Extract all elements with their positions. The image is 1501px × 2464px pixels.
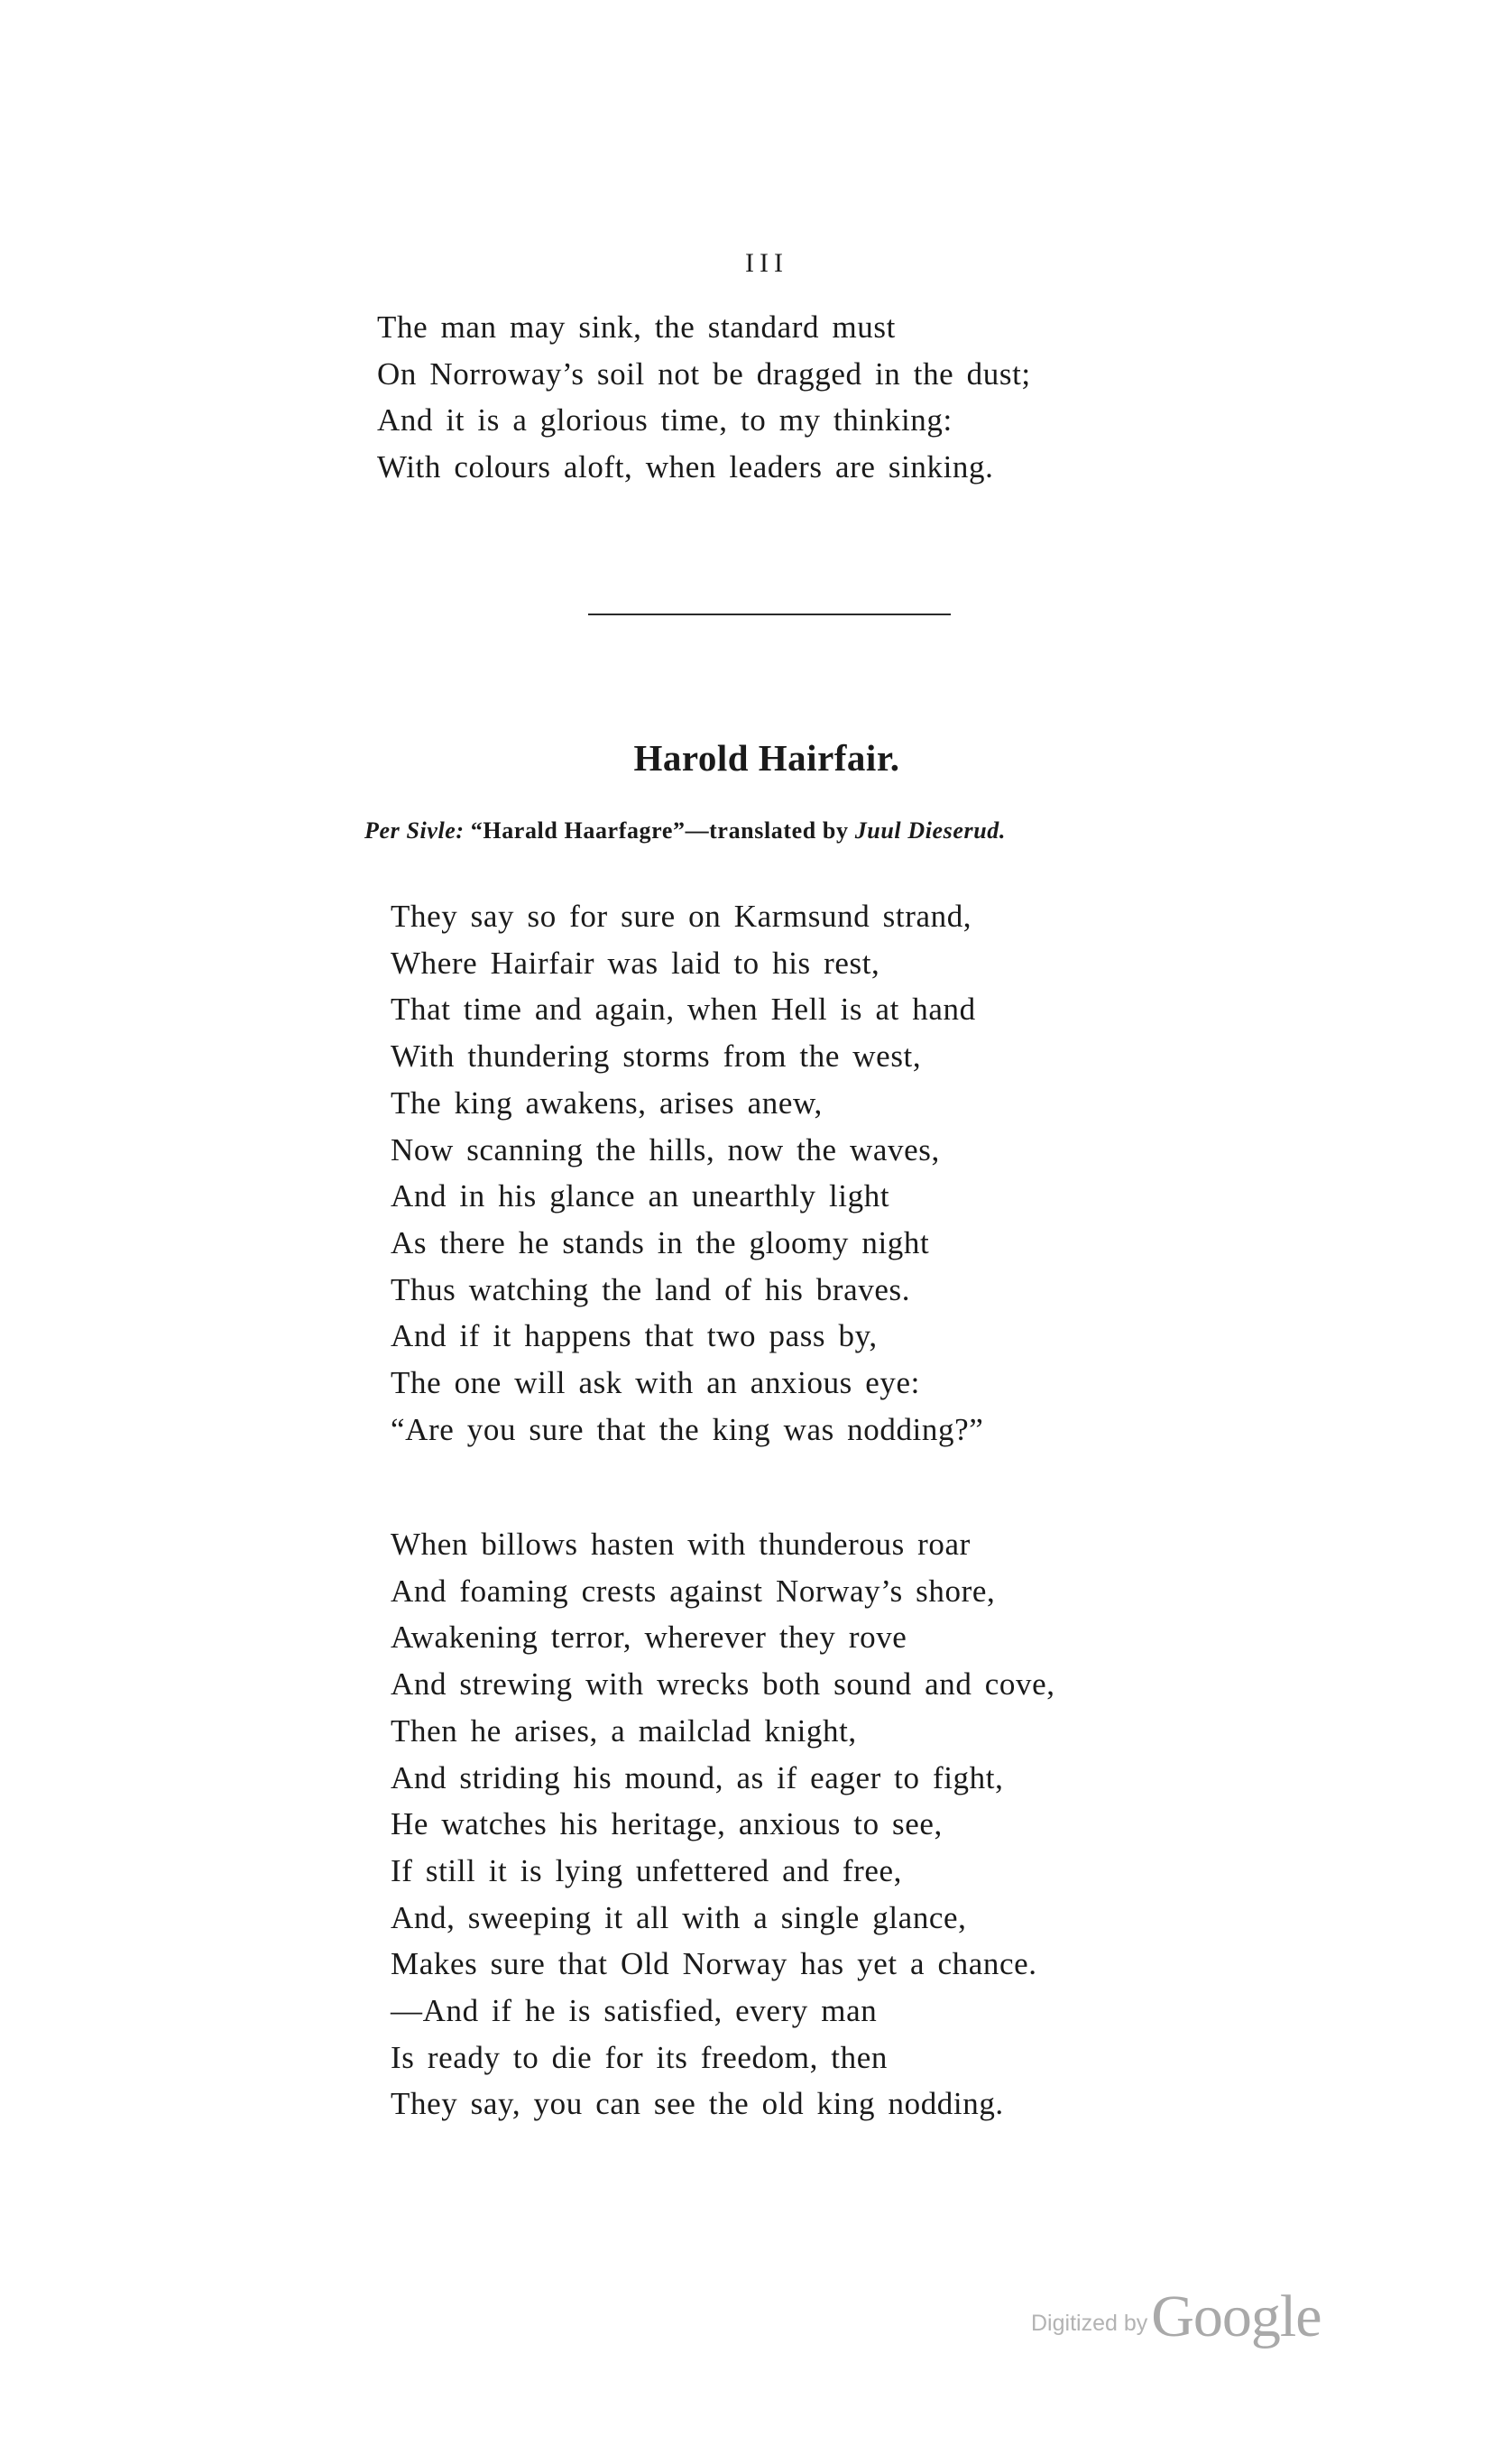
verse-line: The one will ask with an anxious eye: bbox=[391, 1365, 920, 1401]
verse-line: As there he stands in the gloomy night bbox=[391, 1224, 930, 1260]
verse-line: Now scanning the hills, now the waves, bbox=[391, 1131, 940, 1167]
translator-name: Juul Dieserud. bbox=[854, 817, 1007, 844]
verse-line: Where Hairfair was laid to his rest, bbox=[391, 945, 880, 981]
verse-line: —And if he is satisfied, every man bbox=[391, 1993, 878, 2029]
verse-line: Awakening terror, wherever they rove bbox=[391, 1620, 907, 1656]
verse-line: With thundering storms from the west, bbox=[391, 1038, 922, 1075]
verse-line: And strewing with wrecks both sound and cove, bbox=[391, 1666, 1055, 1703]
poem-attribution bbox=[364, 817, 1006, 844]
stanza-3 bbox=[391, 1521, 1055, 2127]
verse-line: That time and again, when Hell is at hand bbox=[391, 992, 976, 1028]
verse-line: And in his glance an unearthly light bbox=[391, 1178, 890, 1214]
verse-line: The king awakens, arises anew, bbox=[391, 1084, 823, 1121]
verse-line: If still it is lying unfettered and free, bbox=[391, 1852, 902, 1888]
verse-line: When billows hasten with thunderous roar bbox=[391, 1527, 971, 1562]
verse-line: And if it happens that two pass by, bbox=[391, 1318, 878, 1354]
google-logo: Google bbox=[1151, 2284, 1321, 2349]
verse-line: They say, you can see the old king nodding. bbox=[391, 2086, 1004, 2122]
verse-line: On Norroway’s soil not be dragged in the dust; bbox=[377, 355, 1031, 392]
verse-line: And it is a glorious time, to my thinking: bbox=[377, 402, 953, 438]
watermark-prefix: Digitized by bbox=[1031, 2311, 1148, 2336]
verse-line: And foaming crests against Norway’s shore, bbox=[391, 1573, 996, 1609]
verse-line: They say so for sure on Karmsund strand, bbox=[391, 899, 972, 934]
section-numeral: III bbox=[745, 248, 788, 278]
poem-title: Harold Hairfair. bbox=[633, 737, 900, 779]
stanza-1 bbox=[377, 304, 1031, 491]
stanza-2 bbox=[391, 893, 983, 1453]
verse-line: With colours aloft, when leaders are sinking. bbox=[377, 449, 994, 485]
verse-line: He watches his heritage, anxious to see, bbox=[391, 1806, 943, 1842]
verse-line: And striding his mound, as if eager to fight, bbox=[391, 1759, 1004, 1795]
original-title: “Harald Haarfagre”—translated by bbox=[464, 817, 855, 844]
verse-line: Then he arises, a mailclad knight, bbox=[391, 1712, 857, 1749]
verse-line: Is ready to die for its freedom, then bbox=[391, 2039, 888, 2075]
digitized-watermark bbox=[1031, 2283, 1321, 2351]
verse-line: And, sweeping it all with a single glance, bbox=[391, 1899, 967, 1935]
verse-line: Thus watching the land of his braves. bbox=[391, 1271, 911, 1307]
verse-line: “Are you sure that the king was nodding?” bbox=[391, 1411, 984, 1447]
verse-line: Makes sure that Old Norway has yet a chance. bbox=[391, 1946, 1037, 1982]
section-divider bbox=[588, 614, 951, 615]
author-name: Per Sivle: bbox=[364, 817, 465, 844]
verse-line: The man may sink, the standard must bbox=[377, 309, 896, 345]
